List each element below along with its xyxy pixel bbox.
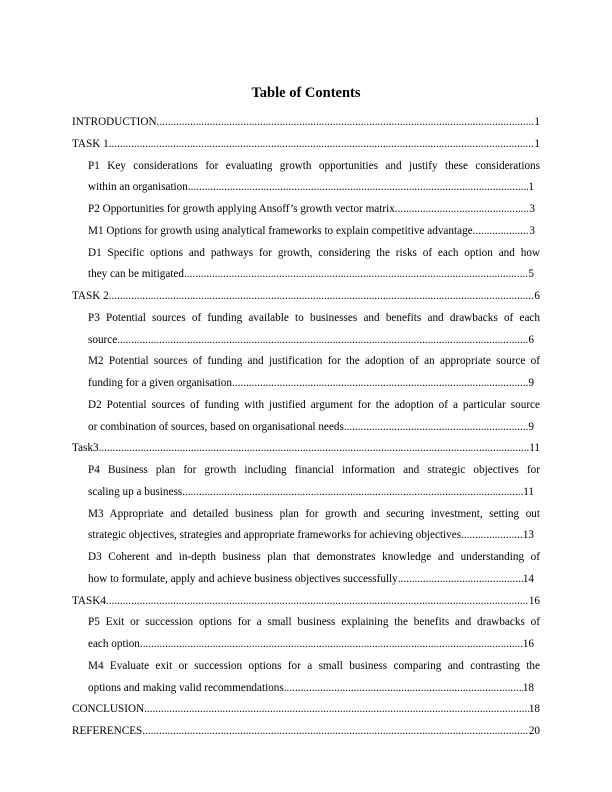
toc-page-number: 1 bbox=[528, 181, 534, 194]
toc-entry-task1[interactable] bbox=[72, 134, 540, 156]
dot-leader bbox=[99, 438, 530, 460]
toc-entry-d2[interactable] bbox=[72, 395, 540, 439]
toc-entry-text: REFERENCES bbox=[72, 725, 143, 737]
dot-leader bbox=[395, 199, 530, 221]
dot-leader bbox=[144, 699, 529, 721]
toc-entry-text: CONCLUSION bbox=[72, 703, 145, 716]
toc-entry-introduction[interactable] bbox=[72, 112, 540, 134]
toc-page-number: 18 bbox=[528, 703, 540, 716]
toc-entry-task4[interactable] bbox=[72, 591, 540, 613]
toc-title: Table of Contents bbox=[251, 85, 361, 101]
dot-leader bbox=[473, 221, 530, 243]
toc-entry-text: D2 Potential sources of funding with justified argument for the adoption of a particular source bbox=[88, 398, 540, 411]
toc-entry-text: TASK 1 bbox=[72, 137, 109, 150]
toc-page-number: 9 bbox=[528, 377, 534, 389]
toc-entry-d3[interactable] bbox=[72, 547, 540, 591]
toc-entry-text: M4 Evaluate exit or succession options for a small business comparing and contrasting the bbox=[88, 659, 540, 672]
dot-leader bbox=[461, 525, 523, 547]
toc-entry-p4[interactable] bbox=[72, 460, 540, 504]
dot-leader bbox=[344, 417, 529, 439]
toc-page-number: 5 bbox=[528, 268, 534, 281]
toc-page-number: 6 bbox=[534, 290, 540, 302]
toc-entry-text-continued: strategic objectives, strategies and appropriate frameworks for achieving objectives bbox=[88, 529, 462, 542]
toc-entry-text: P3 Potential sources of funding available to businesses and benefits and drawbacks of each bbox=[88, 311, 540, 324]
toc-entry-task3[interactable] bbox=[72, 438, 540, 460]
toc-entry-d1[interactable] bbox=[72, 243, 540, 287]
toc-entry-text: P4 Business plan for growth including financial information and strategic objectives for bbox=[88, 464, 540, 476]
toc-entry-text: M2 Potential sources of funding and justification for the adoption of an appropriate source of bbox=[88, 355, 540, 368]
toc-entry-task2[interactable] bbox=[72, 286, 540, 308]
dot-leader bbox=[284, 678, 523, 700]
toc-entry-text: D3 Coherent and in-depth business plan that demonstrates knowledge and understanding of bbox=[88, 551, 540, 563]
toc-entry-text: P5 Exit or succession options for a small business explaining the benefits and drawbacks of bbox=[88, 616, 540, 629]
toc-entry-text-continued: options and making valid recommendations bbox=[88, 681, 284, 694]
dot-leader bbox=[142, 721, 529, 743]
toc-entry-references[interactable] bbox=[72, 721, 540, 743]
toc-entry-p1[interactable] bbox=[72, 156, 540, 200]
toc-entry-text-continued: how to formulate, apply and achieve business objectives successfully bbox=[88, 572, 398, 585]
toc-page-number: 16 bbox=[528, 594, 540, 607]
toc-page-number: 20 bbox=[528, 725, 540, 737]
toc-page-number: 6 bbox=[528, 333, 534, 346]
toc-entry-text-continued: they can be mitigated bbox=[88, 268, 184, 281]
dot-leader bbox=[157, 112, 535, 134]
toc-entry-text-continued: scaling up a business bbox=[88, 485, 183, 498]
toc-page-number: 13 bbox=[522, 529, 534, 542]
toc-page-number: 11 bbox=[523, 485, 534, 498]
toc-entry-p5[interactable] bbox=[72, 612, 540, 656]
toc-entry-text: D1 Specific options and pathways for growth, considering the risks of each option and how bbox=[88, 246, 540, 259]
toc-page-number: 11 bbox=[529, 442, 540, 455]
toc-entry-conclusion[interactable] bbox=[72, 699, 540, 721]
toc-entry-m1[interactable] bbox=[72, 221, 540, 243]
toc-entry-m2[interactable] bbox=[72, 351, 540, 395]
toc-entry-text: INTRODUCTION bbox=[72, 116, 157, 128]
toc-entry-text-continued: funding for a given organisation bbox=[88, 377, 232, 389]
dot-leader bbox=[106, 591, 529, 613]
table-of-contents bbox=[72, 112, 540, 743]
toc-page-number: 1 bbox=[534, 137, 540, 150]
dot-leader bbox=[182, 482, 523, 504]
toc-page-number: 9 bbox=[528, 420, 534, 433]
dot-leader bbox=[232, 373, 528, 395]
toc-page-number: 14 bbox=[522, 572, 534, 585]
toc-entry-m4[interactable] bbox=[72, 656, 540, 700]
dot-leader bbox=[140, 634, 523, 656]
toc-page-number: 16 bbox=[522, 638, 534, 650]
toc-entry-text-continued: each option bbox=[88, 638, 140, 650]
toc-page-number: 1 bbox=[534, 116, 540, 128]
toc-entry-text: P2 Opportunities for growth applying Ansoff’s growth vector matrix bbox=[88, 203, 395, 215]
toc-entry-text: TASK4 bbox=[72, 594, 106, 607]
dot-leader bbox=[117, 330, 528, 352]
toc-page-number: 3 bbox=[529, 203, 535, 215]
toc-entry-text-continued: within an organisation bbox=[88, 181, 188, 194]
toc-entry-text-continued: source bbox=[88, 333, 118, 346]
dot-leader bbox=[109, 286, 535, 308]
toc-entry-p3[interactable] bbox=[72, 308, 540, 352]
dot-leader bbox=[184, 264, 528, 286]
toc-page-number: 18 bbox=[522, 681, 534, 694]
toc-entry-text: Task3 bbox=[72, 442, 99, 455]
toc-entry-text-continued: or combination of sources, based on organisational needs bbox=[88, 420, 344, 433]
dot-leader bbox=[109, 134, 535, 156]
toc-entry-text: M1 Options for growth using analytical frameworks to explain competitive advantage bbox=[88, 224, 473, 237]
toc-entry-text: P1 Key considerations for evaluating growth opportunities and justify these considerations bbox=[88, 159, 540, 172]
dot-leader bbox=[188, 177, 529, 199]
toc-page-number: 3 bbox=[529, 224, 535, 237]
toc-entry-text: M3 Appropriate and detailed business plan for growth and securing investment, setting out bbox=[88, 507, 540, 520]
toc-entry-p2[interactable] bbox=[72, 199, 540, 221]
dot-leader bbox=[398, 569, 523, 591]
toc-entry-text: TASK 2 bbox=[72, 290, 109, 302]
toc-entry-m3[interactable] bbox=[72, 504, 540, 548]
